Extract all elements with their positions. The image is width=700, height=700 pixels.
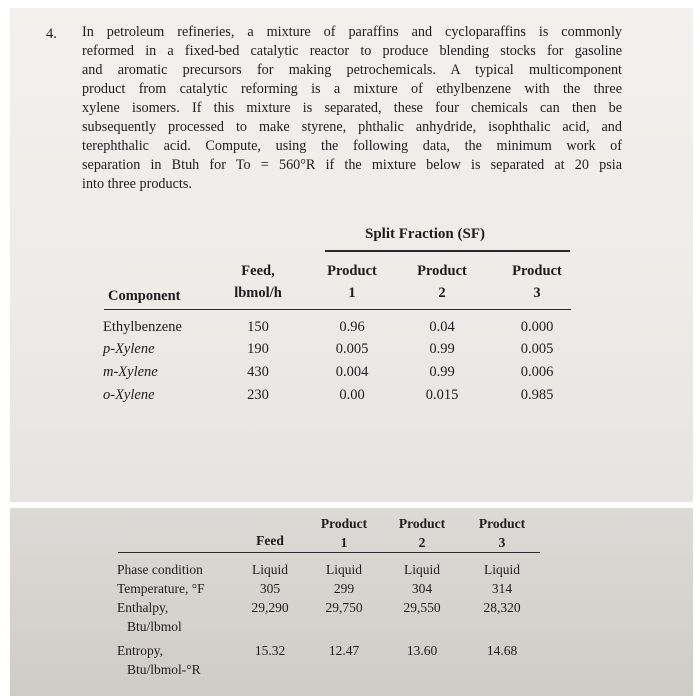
stream-product-3-value: 14.68 xyxy=(486,643,518,658)
problem-line: reformed in a fixed-bed catalytic reactor to produce blending stocks for gasoline xyxy=(82,43,622,59)
product-1-value: 0.004 xyxy=(335,364,369,380)
stream-row-unit: Btu/lbmol-°R xyxy=(127,662,201,677)
product-3-number: 3 xyxy=(533,285,541,301)
problem-line: terephthalic acid. Compute, using the following data, the minimum work of xyxy=(82,138,622,154)
stream-feed-header: Feed xyxy=(256,533,284,548)
split-fraction-title: Split Fraction (SF) xyxy=(365,226,485,242)
product-1-value: 0.96 xyxy=(339,319,365,335)
stream-product-1-value: 299 xyxy=(333,581,355,596)
problem-line: separation in Btuh for To = 560°R if the mixture below is separated at 20 psia xyxy=(82,157,622,173)
component-name: p-Xylene xyxy=(103,341,155,357)
problem-statement xyxy=(82,23,622,194)
feed-value: 190 xyxy=(247,341,269,357)
problem-number: 4. xyxy=(46,26,57,42)
product-3-value: 0.006 xyxy=(520,364,554,380)
stream-row-label: Entropy, xyxy=(117,643,163,658)
stream-product-2-value: 29,550 xyxy=(403,600,441,615)
product-2-header: Product xyxy=(417,263,467,279)
stream-row-label: Phase condition xyxy=(117,562,203,577)
stream-product-1-value: 12.47 xyxy=(328,643,360,658)
feed-value: 150 xyxy=(247,319,269,335)
stream-feed-value: 305 xyxy=(259,581,281,596)
stream-feed-value: Liquid xyxy=(252,562,288,577)
stream-product-2-value: 304 xyxy=(411,581,433,596)
stream-product-1-value: 29,750 xyxy=(325,600,363,615)
problem-line: xylene isomers. If this mixture is separated, these four chemicals can then be xyxy=(82,100,622,116)
stream-product-2-header: Product xyxy=(398,516,446,531)
feed-header: Feed, xyxy=(241,263,275,279)
stream-product-2-value: Liquid xyxy=(404,562,440,577)
stream-row-unit: Btu/lbmol xyxy=(127,619,182,634)
stream-header-rule xyxy=(118,552,540,553)
stream-product-1-value: Liquid xyxy=(326,562,362,577)
stream-feed-value: 29,290 xyxy=(251,600,289,615)
product-1-header: Product xyxy=(327,263,377,279)
problem-line: product from catalytic reforming is a mixture of ethylbenzene with the three xyxy=(82,81,622,97)
problem-line: into three products. xyxy=(82,176,192,192)
product-2-value: 0.99 xyxy=(429,341,455,357)
product-3-value: 0.000 xyxy=(520,319,554,335)
stream-product-1-number: 1 xyxy=(340,535,348,550)
stream-product-3-value: 314 xyxy=(491,581,513,596)
component-name: o-Xylene xyxy=(103,387,155,403)
header-rule xyxy=(104,309,571,310)
stream-product-3-number: 3 xyxy=(498,535,506,550)
component-header: Component xyxy=(108,288,181,304)
product-1-number: 1 xyxy=(348,285,356,301)
stream-row-label: Enthalpy, xyxy=(117,600,169,615)
problem-line: subsequently processed to make styrene, phthalic anhydride, isophthalic acid, and xyxy=(82,119,622,135)
product-1-value: 0.005 xyxy=(335,341,369,357)
product-2-value: 0.015 xyxy=(425,387,459,403)
stream-product-3-value: 28,320 xyxy=(483,600,521,615)
product-3-header: Product xyxy=(512,263,562,279)
product-3-value: 0.985 xyxy=(520,387,554,403)
stream-product-2-number: 2 xyxy=(418,535,426,550)
stream-row-label: Temperature, °F xyxy=(117,581,205,596)
feed-value: 430 xyxy=(247,364,269,380)
product-1-value: 0.00 xyxy=(339,387,365,403)
product-3-value: 0.005 xyxy=(520,341,554,357)
problem-line: In petroleum refineries, a mixture of paraffins and cycloparaffins is commonly xyxy=(82,24,622,40)
stream-product-2-value: 13.60 xyxy=(406,643,438,658)
component-name: Ethylbenzene xyxy=(103,319,182,335)
problem-line: and aromatic precursors for making petrochemicals. A typical multicomponent xyxy=(82,62,622,78)
product-2-value: 0.99 xyxy=(429,364,455,380)
stream-product-1-header: Product xyxy=(320,516,368,531)
component-name: m-Xylene xyxy=(103,364,158,380)
feed-unit-header: lbmol/h xyxy=(234,285,282,301)
split-fraction-rule xyxy=(325,250,570,252)
stream-product-3-header: Product xyxy=(478,516,526,531)
stream-product-3-value: Liquid xyxy=(484,562,520,577)
product-2-value: 0.04 xyxy=(429,319,455,335)
product-2-number: 2 xyxy=(438,285,446,301)
feed-value: 230 xyxy=(247,387,269,403)
stream-feed-value: 15.32 xyxy=(254,643,286,658)
